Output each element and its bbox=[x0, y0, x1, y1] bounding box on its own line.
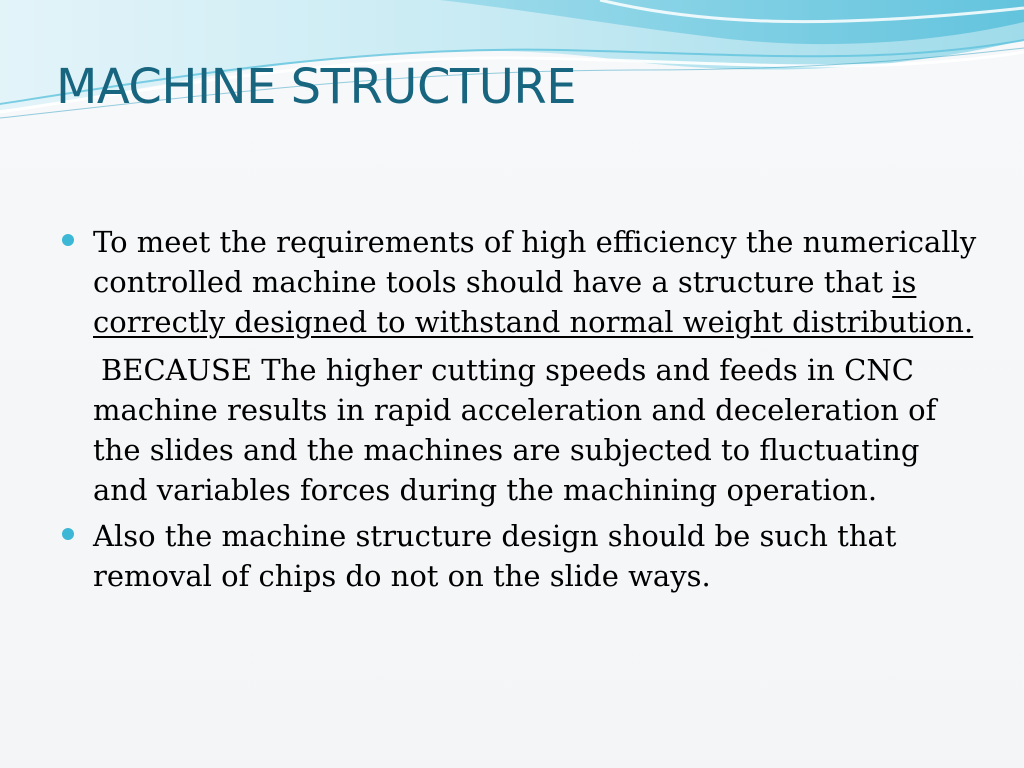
bullet-dot-icon bbox=[62, 528, 74, 540]
slide-body bbox=[60, 222, 980, 596]
bullet-1-text: To meet the requirements of high efficiency the numerically controlled machine tools should have a structure that bbox=[93, 225, 977, 299]
bullet-1-continuation: BECAUSE The higher cutting speeds and feeds in CNC machine results in rapid acceleration and deceleration of the slides and the machines are subjected to fluctuating and variables forces during the machining operation. bbox=[93, 353, 937, 507]
bullet-1-underlined-text: is correctly designed to withstand normal weight distribution. bbox=[93, 265, 974, 339]
bullet-dot-icon bbox=[62, 234, 74, 246]
bullet-2-text: Also the machine structure design should be such that removal of chips do not on the slide ways. bbox=[93, 519, 897, 593]
bullet-item-1 bbox=[60, 222, 980, 510]
slide-title: MACHINE STRUCTURE bbox=[56, 59, 577, 115]
bullet-item-2 bbox=[60, 516, 980, 596]
bullet-1-paragraph bbox=[93, 222, 980, 342]
